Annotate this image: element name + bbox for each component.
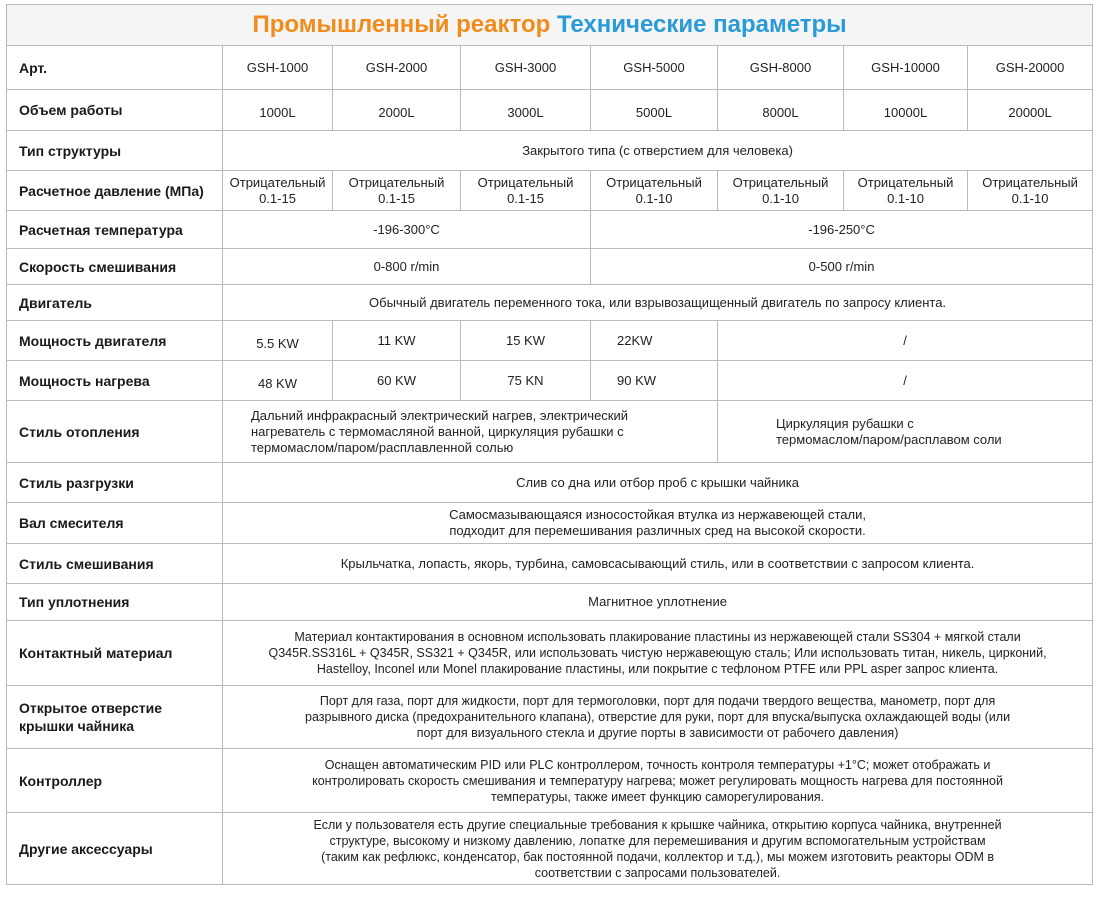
model-cell: GSH-2000 <box>333 46 461 90</box>
label-volume: Объем работы <box>7 90 223 131</box>
heat-power-cell: 48 KW <box>223 361 333 401</box>
temperature-small: -196-300°C <box>223 211 591 249</box>
model-cell: GSH-3000 <box>461 46 591 90</box>
pressure-cell <box>591 171 718 211</box>
contact-value <box>223 621 1093 686</box>
row-speed <box>7 249 1093 285</box>
contact-line: Q345R.SS316L + Q345R, SS321 + Q345R, или использовать чистую нержавеющую сталь; Или использовать титан, никель, цирконий, <box>268 646 1047 660</box>
model-cell: GSH-20000 <box>968 46 1093 90</box>
label-pressure: Расчетное давление (МПа) <box>7 171 223 211</box>
row-heat-power <box>7 361 1093 401</box>
pressure-range: 0.1-15 <box>259 190 296 206</box>
accessories-line: Если у пользователя есть другие специальные требования к крышке чайника, открытию корпуса чайника, внутренней <box>313 817 1002 832</box>
row-controller <box>7 749 1093 813</box>
label-shaft: Вал смесителя <box>7 503 223 544</box>
row-volume <box>7 90 1093 131</box>
label-heating-style: Стиль отопления <box>7 401 223 463</box>
pressure-cell <box>844 171 968 211</box>
motor-value: Обычный двигатель переменного тока, или взрывозащищенный двигатель по запросу клиента. <box>223 285 1093 321</box>
pressure-word: Отрицательный <box>982 174 1078 190</box>
volume-cell: 2000L <box>333 90 461 131</box>
contact-line: Hastelloy, Inconel или Monel плакирование пластины, или покрытие с тефлоном PTFE или PPL asper запрос клиента. <box>316 662 999 676</box>
label-motor-power: Мощность двигателя <box>7 321 223 361</box>
heating-small-line: термомаслом/паром/расплавленной солью <box>251 439 514 455</box>
label-accessories: Другие аксессуары <box>7 813 223 885</box>
spec-sheet <box>6 4 1092 885</box>
row-pressure <box>7 171 1093 211</box>
pressure-word: Отрицательный <box>732 174 829 190</box>
volume-cell: 5000L <box>591 90 718 131</box>
label-discharge: Стиль разгрузки <box>7 463 223 503</box>
label-opening-line: крышки чайника <box>19 718 135 734</box>
pressure-cell <box>968 171 1093 211</box>
pressure-word: Отрицательный <box>229 174 326 190</box>
pressure-range: 0.1-15 <box>507 190 544 206</box>
controller-line: температуры, также имеет функцию саморегулирования. <box>491 789 825 804</box>
row-shaft <box>7 503 1093 544</box>
pressure-word: Отрицательный <box>477 174 574 190</box>
opening-line: порт для визуального стекла и другие порты в зависимости от рабочего давления) <box>416 726 899 740</box>
label-motor: Двигатель <box>7 285 223 321</box>
pressure-cell <box>223 171 333 211</box>
heat-power-cell: / <box>718 361 1093 401</box>
label-seal: Тип уплотнения <box>7 584 223 621</box>
seal-value: Магнитное уплотнение <box>223 584 1093 621</box>
row-motor <box>7 285 1093 321</box>
structure-value: Закрытого типа (с отверстием для человека) <box>223 131 1093 171</box>
row-structure <box>7 131 1093 171</box>
title-row <box>7 5 1093 46</box>
heating-large-line: термомаслом/паром/расплавом соли <box>776 431 1002 447</box>
label-heat-power: Мощность нагрева <box>7 361 223 401</box>
heat-power-cell: 60 KW <box>333 361 461 401</box>
heating-small-line: Дальний инфракрасный электрический нагрев, электрический <box>251 407 629 423</box>
pressure-word: Отрицательный <box>857 174 954 190</box>
volume-cell: 10000L <box>844 90 968 131</box>
row-contact <box>7 621 1093 686</box>
title-part-blue: Технические параметры <box>556 11 847 38</box>
mixing-style-value: Крыльчатка, лопасть, якорь, турбина, самовсасывающий стиль, или в соответствии с запросом клиента. <box>223 544 1093 584</box>
row-discharge <box>7 463 1093 503</box>
label-opening-line: Открытое отверстие <box>19 700 163 716</box>
heat-power-cell: 90 KW <box>591 361 718 401</box>
accessories-line: соответствии с запросами пользователей. <box>534 865 781 880</box>
volume-cell: 8000L <box>718 90 844 131</box>
contact-line: Материал контактирования в основном использовать плакирование пластины из нержавеющей стали SS304 + мягкой стали <box>294 630 1021 644</box>
page-title <box>7 5 1093 46</box>
controller-line: контролировать скорость смешивания и температуру нагрева; может регулировать мощность нагрева для постоянной <box>312 773 1003 788</box>
row-mixing-style <box>7 544 1093 584</box>
heating-style-small <box>223 401 718 463</box>
motor-power-cell: 15 KW <box>461 321 591 361</box>
opening-line: разрывного диска (предохранительного клапана), отверстие для руки, порт для впуска/выпуска охлаждающей воды (или <box>305 710 1011 724</box>
controller-value <box>223 749 1093 813</box>
heating-style-large <box>718 401 1093 463</box>
pressure-range: 0.1-10 <box>762 190 799 206</box>
speed-small: 0-800 r/min <box>223 249 591 285</box>
accessories-line: структуре, высокому и низкому давлению, лопатке для перемешивания и другим вспомогательным устройствам <box>329 833 986 848</box>
label-temperature: Расчетная температура <box>7 211 223 249</box>
motor-power-cell: 5.5 KW <box>223 321 333 361</box>
speed-large: 0-500 r/min <box>591 249 1093 285</box>
model-cell: GSH-10000 <box>844 46 968 90</box>
row-temperature <box>7 211 1093 249</box>
pressure-word: Отрицательный <box>606 174 702 190</box>
shaft-line: Самосмазывающаяся износостойкая втулка из нержавеющей стали, <box>449 507 866 522</box>
model-cell: GSH-1000 <box>223 46 333 90</box>
controller-line: Оснащен автоматическим PID или PLC контроллером, точность контроля температуры +1°C; может отображать и <box>324 757 991 772</box>
shaft-value <box>223 503 1093 544</box>
motor-power-cell: 22KW <box>591 321 718 361</box>
label-speed: Скорость смешивания <box>7 249 223 285</box>
heat-power-cell: 75 KN <box>461 361 591 401</box>
label-mixing-style: Стиль смешивания <box>7 544 223 584</box>
row-accessories <box>7 813 1093 885</box>
heating-large-line: Циркуляция рубашки с <box>776 415 914 431</box>
temperature-large: -196-250°C <box>591 211 1093 249</box>
shaft-line: подходит для перемешивания различных сред на высокой скорости. <box>449 523 866 538</box>
volume-cell: 20000L <box>968 90 1093 131</box>
model-cell: GSH-5000 <box>591 46 718 90</box>
spec-table <box>6 4 1093 885</box>
row-seal <box>7 584 1093 621</box>
accessories-value <box>223 813 1093 885</box>
pressure-cell <box>718 171 844 211</box>
label-controller: Контроллер <box>7 749 223 813</box>
accessories-line: (таким как рефлюкс, конденсатор, бак постоянной подачи, коллектор и т.д.), мы можем изготовить реакторы ODM в <box>321 849 995 864</box>
pressure-range: 0.1-15 <box>378 190 415 206</box>
pressure-word: Отрицательный <box>348 174 445 190</box>
pressure-range: 0.1-10 <box>635 190 673 206</box>
model-cell: GSH-8000 <box>718 46 844 90</box>
volume-cell: 3000L <box>461 90 591 131</box>
pressure-cell <box>333 171 461 211</box>
row-heating-style <box>7 401 1093 463</box>
label-opening <box>7 686 223 749</box>
title-part-orange: Промышленный реактор <box>252 11 551 38</box>
heating-small-line: нагреватель с термомасляной ванной, циркуляция рубашки с <box>251 423 624 439</box>
row-opening <box>7 686 1093 749</box>
volume-cell: 1000L <box>223 90 333 131</box>
label-art: Арт. <box>7 46 223 90</box>
label-structure: Тип структуры <box>7 131 223 171</box>
pressure-range: 0.1-10 <box>1011 190 1049 206</box>
motor-power-cell: 11 KW <box>333 321 461 361</box>
label-contact: Контактный материал <box>7 621 223 686</box>
row-motor-power <box>7 321 1093 361</box>
pressure-range: 0.1-10 <box>887 190 924 206</box>
discharge-value: Слив со дна или отбор проб с крышки чайника <box>223 463 1093 503</box>
pressure-cell <box>461 171 591 211</box>
opening-line: Порт для газа, порт для жидкости, порт для термоголовки, порт для подачи твердого вещества, манометр, порт для <box>319 694 996 708</box>
row-art <box>7 46 1093 90</box>
opening-value <box>223 686 1093 749</box>
motor-power-cell: / <box>718 321 1093 361</box>
